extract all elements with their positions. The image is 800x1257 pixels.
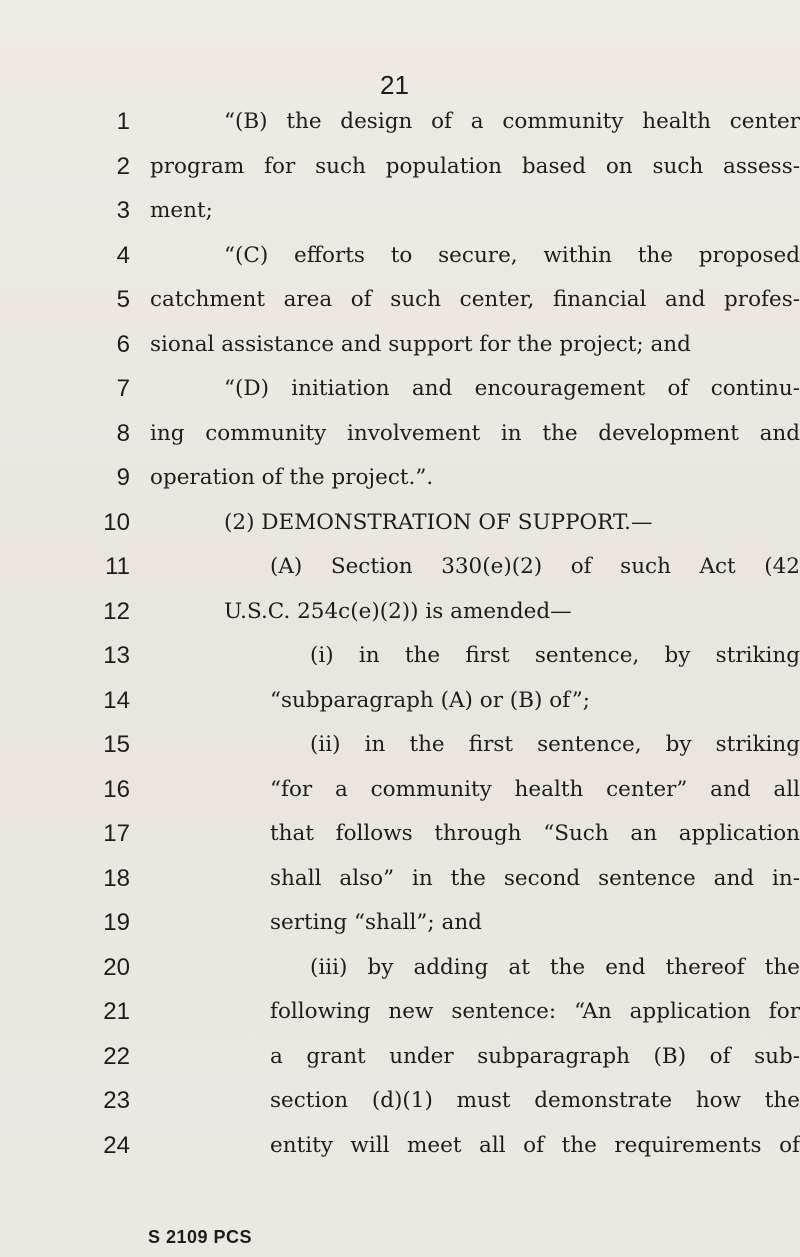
line-number: 10 [103,508,130,536]
text-line: (A) Section 330(e)(2) of such Act (42 [270,554,800,579]
line-number: 2 [116,152,130,180]
line-number: 11 [105,553,130,580]
text-line: (iii) by adding at the end thereof the [310,954,800,980]
line-number: 9 [116,464,130,491]
text-line: following new sentence: “An application for [270,999,800,1024]
text-line: “(C) efforts to secure, within the proposed [224,242,800,268]
line-number-column [96,105,130,1173]
line-number: 8 [116,419,130,447]
line-number: 23 [103,1087,130,1114]
text-line: serting “shall”; and [270,910,482,935]
text-line: ment; [150,198,213,223]
line-number: 18 [103,864,130,892]
bill-text [150,105,800,1173]
text-line: (i) in the first sentence, by striking [310,643,800,668]
text-line: catchment area of such center, financial and profes- [150,287,800,312]
text-line: “(D) initiation and encouragement of continu- [224,376,800,401]
text-line: (ii) in the first sentence, by striking [310,732,800,757]
text-line: “for a community health center” and all [270,776,800,802]
text-line: “(B) the design of a community health center [224,109,800,134]
line-number: 12 [103,597,130,625]
line-number: 13 [103,642,130,669]
bill-identifier-footer: S 2109 PCS [148,1227,253,1247]
line-number: 5 [116,286,130,313]
line-number: 1 [116,108,130,135]
line-number: 15 [103,731,130,758]
text-line: entity will meet all of the requirements of [270,1132,800,1158]
line-number: 7 [116,375,130,402]
line-number: 16 [103,775,130,803]
line-number: 21 [103,998,130,1025]
text-line: ing community involvement in the development and [150,420,800,446]
section-heading: (2) DEMONSTRATION OF SUPPORT.— [224,509,653,535]
text-line: U.S.C. 254c(e)(2)) is amended— [224,598,572,624]
line-number: 17 [103,820,130,847]
line-number: 19 [103,909,130,936]
text-line: program for such population based on such assess- [150,153,800,179]
line-number: 24 [103,1131,130,1159]
text-line: section (d)(1) must demonstrate how the [270,1088,800,1113]
line-number: 4 [116,241,130,269]
text-line: sional assistance and support for the project; and [150,331,691,357]
page-number: 21 [380,70,409,100]
text-line: that follows through “Such an application [270,821,800,846]
line-number: 20 [103,953,130,981]
line-number: 3 [116,197,130,224]
line-number: 6 [116,330,130,358]
text-line: a grant under subparagraph (B) of sub- [270,1043,800,1069]
text-line: operation of the project.”. [150,465,434,490]
line-number: 14 [103,686,130,714]
text-line: shall also” in the second sentence and in- [270,865,800,891]
text-line: “subparagraph (A) or (B) of”; [270,687,590,713]
line-number: 22 [103,1042,130,1070]
